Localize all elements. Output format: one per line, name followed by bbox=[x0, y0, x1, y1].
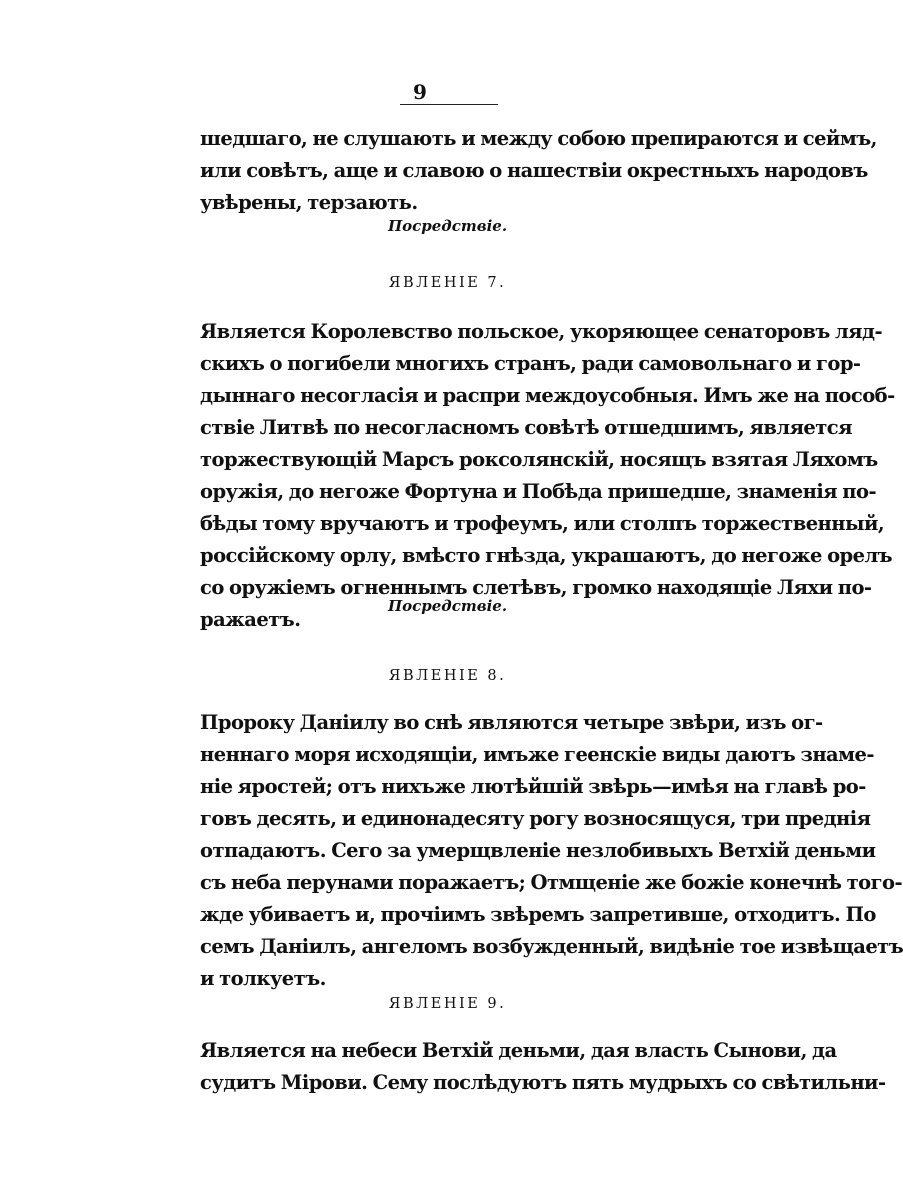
text-line: жде убиваетъ и, прочіимъ звѣремъ запретивше, отходитъ. По bbox=[200, 903, 876, 926]
text-line: Является Королевство польское, укоряющее сенаторовъ ляд- bbox=[200, 320, 883, 343]
scene-heading: ЯВЛЕНІЕ 9. bbox=[388, 996, 507, 1012]
text-line: оружія, до негоже Фортуна и Побѣда пришедше, знаменія по- bbox=[200, 480, 876, 503]
text-line: дыннаго несогласія и распри междоусобныя. Имъ же на пособ- bbox=[200, 384, 895, 407]
text-line: торжествующій Марсъ роксолянскій, носящъ взятая Ляхомъ bbox=[200, 448, 878, 471]
text-line: шедшаго, не слушають и между собою препираются и сеймъ, bbox=[200, 127, 877, 150]
text-line: россійскому орлу, вмѣсто гнѣзда, украшаютъ, до негоже орелъ bbox=[200, 544, 893, 567]
text-line: бѣды тому вручаютъ и трофеумъ, или столпъ торжественный, bbox=[200, 512, 885, 535]
text-line: со оружіемъ огненнымъ слетѣвъ, громко находящіе Ляхи по- bbox=[200, 576, 872, 599]
text-line: и толкуетъ. bbox=[200, 967, 326, 990]
scene-heading: ЯВЛЕНІЕ 8. bbox=[388, 668, 507, 684]
text-line: семъ Даніилъ, ангеломъ возбужденный, видѣніе тое извѣщаетъ bbox=[200, 935, 903, 958]
text-line: Пророку Даніилу во снѣ являются четыре звѣри, изъ ог- bbox=[200, 711, 823, 734]
signoff: Посредствіе. bbox=[387, 217, 508, 235]
text-line: говъ десять, и единонадесяту рогу возносящуся, три преднія bbox=[200, 807, 871, 830]
text-line: ражаетъ. bbox=[200, 608, 301, 631]
text-line: отпадаютъ. Сего за умерщвленіе незлобивыхъ Ветхій деньми bbox=[200, 839, 876, 862]
page-number: 9 bbox=[413, 80, 427, 104]
header-rule bbox=[400, 104, 498, 105]
text-line: съ неба перунами поражаетъ; Отмщеніе же божіе конечнѣ того- bbox=[200, 871, 903, 894]
scene-heading: ЯВЛЕНІЕ 7. bbox=[388, 275, 507, 291]
text-line: судитъ Мірови. Сему послѣдуютъ пять мудрыхъ со свѣтильни- bbox=[200, 1071, 886, 1094]
signoff: Посредствіе. bbox=[387, 597, 508, 615]
text-line: или совѣтъ, аще и славою о нашествіи окрестныхъ народовъ bbox=[200, 159, 868, 182]
text-line: скихъ о погибели многихъ странъ, ради самовольнаго и гор- bbox=[200, 352, 861, 375]
text-line: ствіе Литвѣ по несогласномъ совѣтѣ отшедшимъ, является bbox=[200, 416, 852, 439]
text-line: неннаго моря исходящіи, имъже геенскіе виды даютъ знаме- bbox=[200, 743, 874, 766]
text-line: Является на небеси Ветхій деньми, дая власть Сынови, да bbox=[200, 1039, 837, 1062]
text-line: ніе яростей; отъ нихъже лютѣйшій звѣрь—имѣя на главѣ ро- bbox=[200, 775, 866, 798]
text-line: увѣрены, терзають. bbox=[200, 191, 418, 214]
